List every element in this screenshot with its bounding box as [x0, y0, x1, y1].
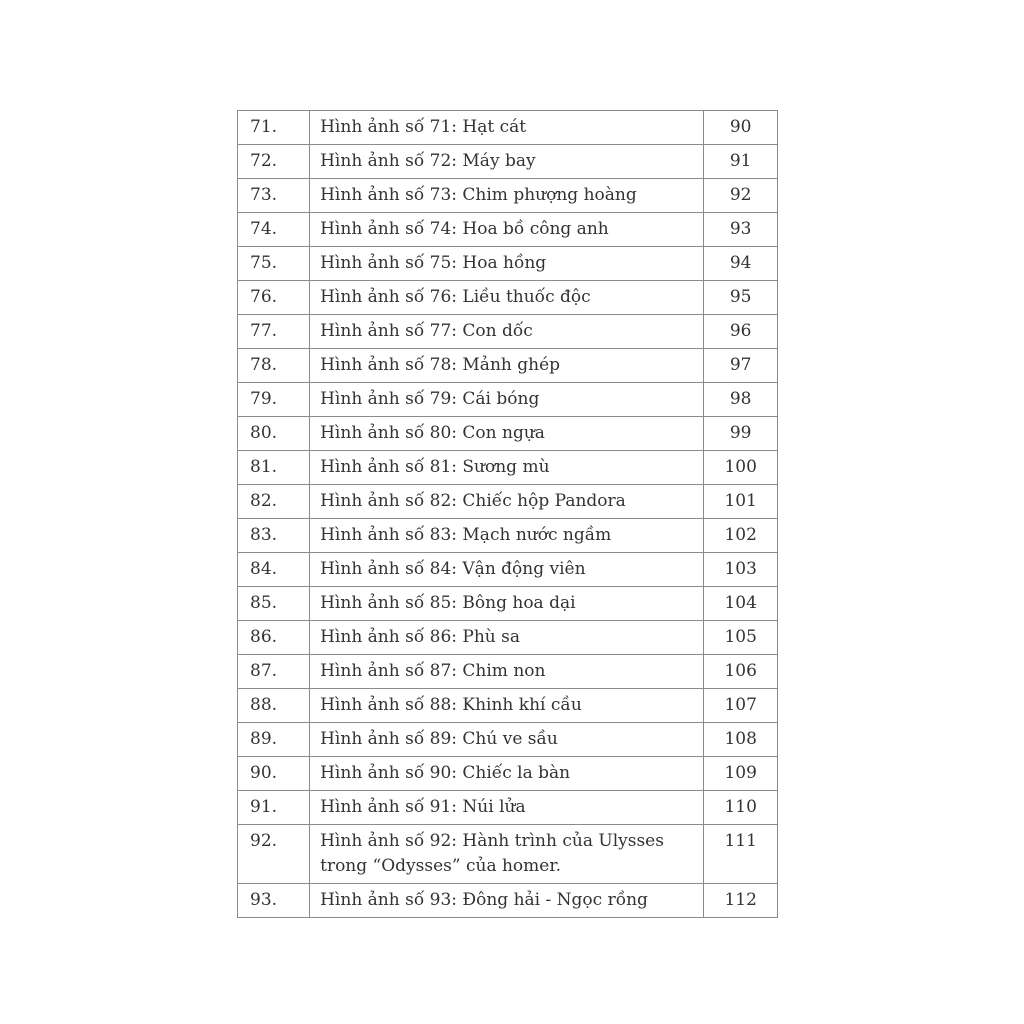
row-title: Hình ảnh số 83: Mạch nước ngầm [310, 519, 704, 553]
row-page-number: 94 [704, 247, 778, 281]
row-title: Hình ảnh số 76: Liều thuốc độc [310, 281, 704, 315]
table-row [238, 723, 778, 757]
table-row [238, 145, 778, 179]
row-number: 76. [238, 281, 310, 315]
row-number: 84. [238, 553, 310, 587]
table-row [238, 689, 778, 723]
table-row [238, 825, 778, 884]
row-page-number: 110 [704, 791, 778, 825]
table-row [238, 757, 778, 791]
row-title: Hình ảnh số 86: Phù sa [310, 621, 704, 655]
row-title: Hình ảnh số 78: Mảnh ghép [310, 349, 704, 383]
table-row [238, 884, 778, 918]
row-number: 83. [238, 519, 310, 553]
table-row [238, 383, 778, 417]
row-number: 79. [238, 383, 310, 417]
row-title: Hình ảnh số 84: Vận động viên [310, 553, 704, 587]
row-title: Hình ảnh số 87: Chim non [310, 655, 704, 689]
row-number: 87. [238, 655, 310, 689]
row-title: Hình ảnh số 89: Chú ve sầu [310, 723, 704, 757]
row-title: Hình ảnh số 72: Máy bay [310, 145, 704, 179]
table-row [238, 655, 778, 689]
row-title: Hình ảnh số 77: Con dốc [310, 315, 704, 349]
table-row [238, 621, 778, 655]
row-number: 77. [238, 315, 310, 349]
row-page-number: 96 [704, 315, 778, 349]
row-title: Hình ảnh số 88: Khinh khí cầu [310, 689, 704, 723]
table-row [238, 213, 778, 247]
row-page-number: 112 [704, 884, 778, 918]
row-number: 86. [238, 621, 310, 655]
table-row [238, 417, 778, 451]
row-number: 82. [238, 485, 310, 519]
table-row [238, 315, 778, 349]
row-page-number: 99 [704, 417, 778, 451]
row-page-number: 101 [704, 485, 778, 519]
row-number: 89. [238, 723, 310, 757]
row-number: 74. [238, 213, 310, 247]
row-number: 90. [238, 757, 310, 791]
row-page-number: 95 [704, 281, 778, 315]
row-page-number: 104 [704, 587, 778, 621]
row-page-number: 107 [704, 689, 778, 723]
row-title: Hình ảnh số 81: Sương mù [310, 451, 704, 485]
row-page-number: 91 [704, 145, 778, 179]
row-number: 91. [238, 791, 310, 825]
row-title: Hình ảnh số 79: Cái bóng [310, 383, 704, 417]
row-title: Hình ảnh số 90: Chiếc la bàn [310, 757, 704, 791]
row-page-number: 111 [704, 825, 778, 884]
row-title: Hình ảnh số 93: Đông hải - Ngọc rồng [310, 884, 704, 918]
row-number: 71. [238, 111, 310, 145]
row-page-number: 103 [704, 553, 778, 587]
row-page-number: 109 [704, 757, 778, 791]
row-page-number: 90 [704, 111, 778, 145]
row-number: 81. [238, 451, 310, 485]
table-row [238, 247, 778, 281]
row-title: Hình ảnh số 82: Chiếc hộp Pandora [310, 485, 704, 519]
row-title: Hình ảnh số 80: Con ngựa [310, 417, 704, 451]
table-row [238, 485, 778, 519]
row-number: 73. [238, 179, 310, 213]
row-number: 92. [238, 825, 310, 884]
row-title: Hình ảnh số 74: Hoa bồ công anh [310, 213, 704, 247]
table-row [238, 451, 778, 485]
row-number: 88. [238, 689, 310, 723]
row-number: 93. [238, 884, 310, 918]
row-number: 85. [238, 587, 310, 621]
row-page-number: 92 [704, 179, 778, 213]
row-page-number: 97 [704, 349, 778, 383]
row-page-number: 98 [704, 383, 778, 417]
row-number: 72. [238, 145, 310, 179]
table-row [238, 349, 778, 383]
table-row [238, 179, 778, 213]
row-page-number: 105 [704, 621, 778, 655]
row-number: 80. [238, 417, 310, 451]
table-row [238, 587, 778, 621]
row-title: Hình ảnh số 75: Hoa hồng [310, 247, 704, 281]
row-page-number: 106 [704, 655, 778, 689]
row-page-number: 102 [704, 519, 778, 553]
row-title: Hình ảnh số 73: Chim phượng hoàng [310, 179, 704, 213]
row-number: 78. [238, 349, 310, 383]
figure-list-body [238, 111, 778, 918]
table-row [238, 111, 778, 145]
row-title: Hình ảnh số 91: Núi lửa [310, 791, 704, 825]
table-row [238, 553, 778, 587]
row-number: 75. [238, 247, 310, 281]
row-title: Hình ảnh số 92: Hành trình của Ulysses trong “Odysses” của homer. [310, 825, 704, 884]
row-page-number: 93 [704, 213, 778, 247]
row-title: Hình ảnh số 71: Hạt cát [310, 111, 704, 145]
row-title: Hình ảnh số 85: Bông hoa dại [310, 587, 704, 621]
row-page-number: 108 [704, 723, 778, 757]
table-row [238, 519, 778, 553]
table-row [238, 791, 778, 825]
row-page-number: 100 [704, 451, 778, 485]
figure-list-table [237, 110, 778, 918]
table-row [238, 281, 778, 315]
